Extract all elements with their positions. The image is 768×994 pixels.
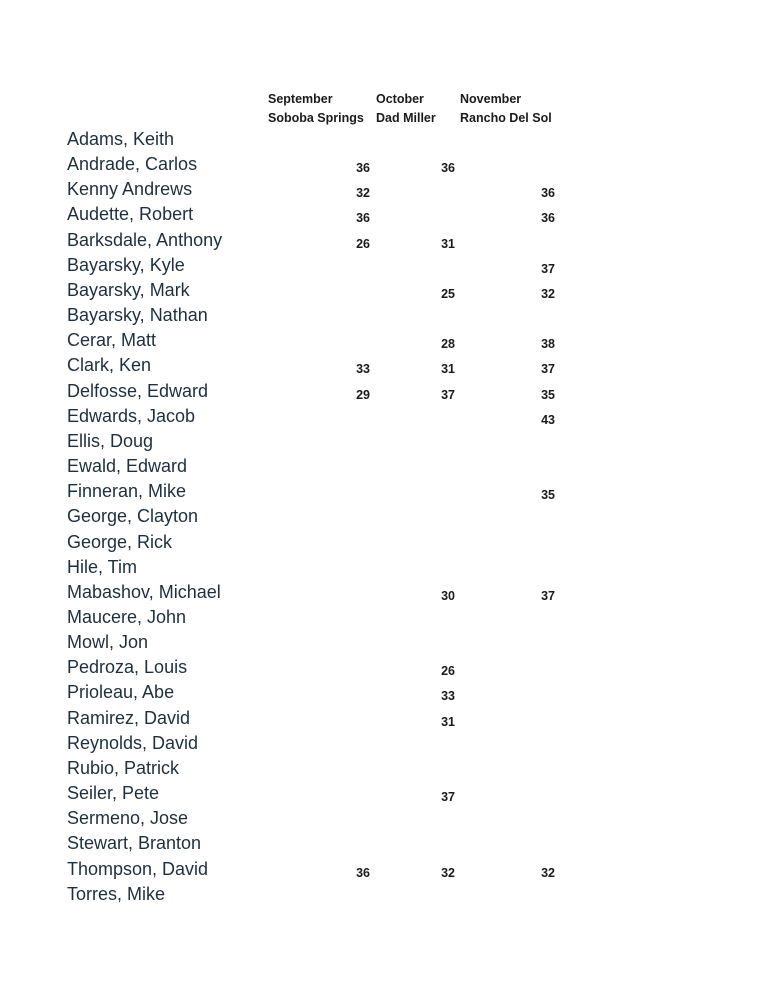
player-name: Delfosse, Edward: [67, 380, 209, 401]
column-month: September: [268, 92, 333, 106]
player-row: [0, 328, 768, 353]
player-score: 36: [356, 865, 370, 880]
player-name: Thompson, David: [67, 858, 209, 879]
column-header-october: [376, 90, 436, 128]
player-name: Finneran, Mike: [67, 481, 187, 502]
player-name: Reynolds, David: [67, 732, 199, 753]
player-score: 35: [541, 387, 555, 402]
player-name: George, Rick: [67, 531, 173, 552]
player-row: [0, 781, 768, 806]
player-score: 33: [356, 362, 370, 377]
player-row: [0, 404, 768, 429]
player-row: [0, 857, 768, 882]
player-row: [0, 555, 768, 580]
player-row: [0, 504, 768, 529]
column-month: November: [460, 92, 522, 106]
player-score: 36: [441, 161, 455, 176]
player-row: [0, 630, 768, 655]
player-name: Kenny Andrews: [67, 179, 193, 200]
player-name: Ellis, Doug: [67, 430, 154, 451]
player-name: Bayarsky, Kyle: [67, 254, 185, 275]
player-score: 32: [356, 186, 370, 201]
player-name: Prioleau, Abe: [67, 682, 175, 703]
player-row: [0, 429, 768, 454]
column-header-row: [0, 90, 768, 126]
player-score: 38: [541, 337, 555, 352]
player-score: 31: [441, 714, 455, 729]
column-course: Rancho Del Sol: [460, 111, 552, 125]
player-row: [0, 253, 768, 278]
player-score: 36: [356, 161, 370, 176]
player-score: 32: [541, 286, 555, 301]
player-row: [0, 152, 768, 177]
player-row: [0, 680, 768, 705]
player-name: George, Clayton: [67, 506, 199, 527]
player-row: [0, 454, 768, 479]
player-row: [0, 177, 768, 202]
player-score: 43: [541, 412, 555, 427]
player-score: 37: [541, 362, 555, 377]
player-score: 31: [441, 236, 455, 251]
player-score: 37: [541, 261, 555, 276]
player-row: [0, 202, 768, 227]
player-row: [0, 479, 768, 504]
player-row: [0, 731, 768, 756]
player-score: 36: [356, 211, 370, 226]
player-score: 31: [441, 362, 455, 377]
player-name: Edwards, Jacob: [67, 405, 196, 426]
player-name: Seiler, Pete: [67, 783, 160, 804]
player-name: Ewald, Edward: [67, 456, 188, 477]
player-name: Barksdale, Anthony: [67, 229, 223, 250]
column-header-november: [460, 90, 552, 128]
player-name: Mabashov, Michael: [67, 581, 221, 602]
column-month: October: [376, 92, 424, 106]
player-score: 37: [441, 790, 455, 805]
player-name: Pedroza, Louis: [67, 657, 188, 678]
player-name: Adams, Keith: [67, 129, 175, 149]
player-score: 26: [356, 236, 370, 251]
player-name: Audette, Robert: [67, 204, 194, 225]
player-score: 30: [441, 588, 455, 603]
player-row: [0, 706, 768, 731]
player-row: [0, 303, 768, 328]
column-course: Soboba Springs: [268, 111, 364, 125]
player-score: 37: [541, 588, 555, 603]
player-row: [0, 831, 768, 856]
player-row: [0, 605, 768, 630]
player-row: [0, 379, 768, 404]
player-score: 36: [541, 186, 555, 201]
player-name: Bayarsky, Mark: [67, 279, 190, 300]
player-name: Ramirez, David: [67, 707, 191, 728]
player-score: 33: [441, 689, 455, 704]
player-name: Cerar, Matt: [67, 330, 157, 351]
player-score: 25: [441, 286, 455, 301]
player-row: [0, 580, 768, 605]
player-row: [0, 278, 768, 303]
player-row: [0, 228, 768, 253]
player-score: 29: [356, 387, 370, 402]
player-name: Clark, Ken: [67, 355, 152, 376]
player-name: Mowl, Jon: [67, 632, 149, 653]
player-score: 32: [541, 865, 555, 880]
player-name: Bayarsky, Nathan: [67, 305, 208, 326]
player-name: Rubio, Patrick: [67, 757, 180, 778]
player-score: 26: [441, 664, 455, 679]
player-name: Torres, Mike: [67, 883, 166, 904]
player-score: 36: [541, 211, 555, 226]
player-score: 32: [441, 865, 455, 880]
player-name: Sermeno, Jose: [67, 808, 189, 829]
player-row: [0, 530, 768, 555]
player-row: [0, 127, 768, 152]
column-course: Dad Miller: [376, 111, 436, 125]
player-name: Hile, Tim: [67, 556, 138, 577]
player-score: 28: [441, 337, 455, 352]
player-row: [0, 655, 768, 680]
player-name: Maucere, John: [67, 606, 187, 627]
player-score: 35: [541, 488, 555, 503]
player-score: 37: [441, 387, 455, 402]
player-row: [0, 353, 768, 378]
player-name: Stewart, Branton: [67, 833, 202, 854]
player-row: [0, 756, 768, 781]
column-header-september: [268, 90, 364, 128]
player-list: [0, 127, 768, 907]
player-row: [0, 806, 768, 831]
player-row: [0, 882, 768, 907]
player-name: Andrade, Carlos: [67, 154, 198, 175]
